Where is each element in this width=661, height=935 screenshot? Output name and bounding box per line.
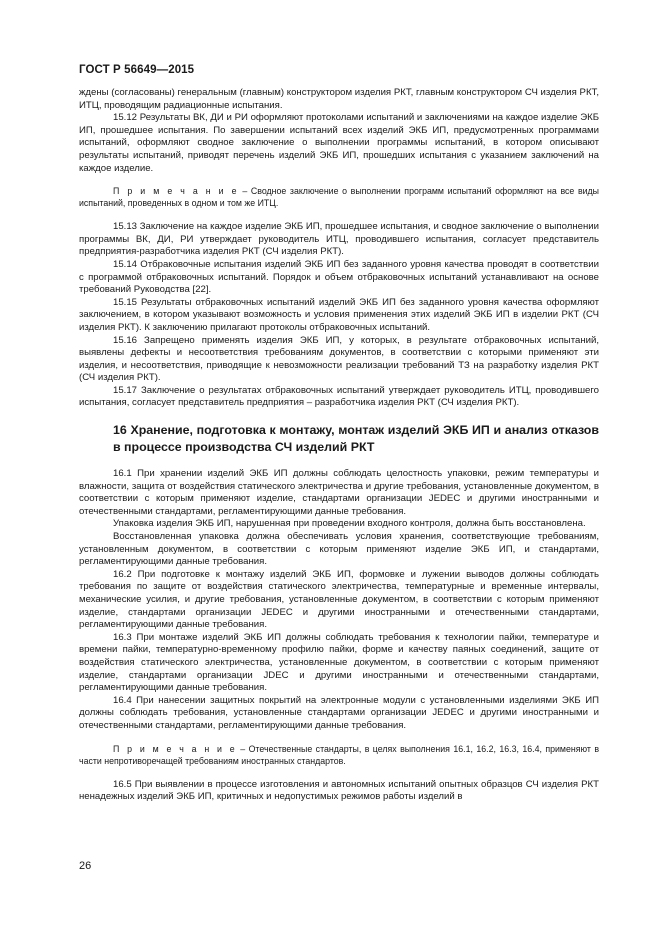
document-code: ГОСТ Р 56649—2015 <box>79 64 195 76</box>
note-16 <box>79 743 599 767</box>
page-content <box>79 87 599 804</box>
paragraph-16-4: 16.4 При нанесении защитных покрытий на электронные модули с установленными изделиями ЭКБ ИП должны соблюдать требования, установленные стандартами организации JEDEC и другими иностранными и отечественными стандартами, регламентирующими данные требования. <box>79 694 599 731</box>
note-label: П р и м е ч а н и е <box>113 743 237 754</box>
paragraph-16-1-packaging: Упаковка изделия ЭКБ ИП, нарушенная при проведении входного контроля, должна быть восстановлена. <box>113 518 586 530</box>
paragraph-16-1: 16.1 При хранении изделий ЭКБ ИП должны соблюдать целостность упаковки, режим температуры и влажности, защита от воздействия статического электричества и другие требования, установленные документом, в соответствии с которым применяют изделие, стандартами организации JEDEC и другими иностранными и отечественными стандартами, регламентирующими данные требования. <box>79 468 599 517</box>
note-text: – Сводное заключение о выполнении программ испытаний оформляют на все виды испытаний, проведенных в одном и том же ИТЦ. <box>79 186 599 209</box>
paragraph-15-14: 15.14 Отбраковочные испытания изделий ЭКБ ИП без заданного уровня качества проводят в соответствии с программой отбраковочных испытаний. Порядок и объем отбраковочных испытаний устанавливают на основе требований Руководства [22]. <box>79 258 599 296</box>
paragraph-15-13: 15.13 Заключение на каждое изделие ЭКБ ИП, прошедшее испытания, и сводное заключение о выполнении программы ВК, ДИ, РИ утверждает руководитель ИТЦ, проводившего испытания, согласует представитель предприятия-разработчика изделия РКТ (СЧ изделия РКТ). <box>79 221 599 258</box>
section-16-title: 16 Хранение, подготовка к монтажу, монтаж изделий ЭКБ ИП и анализ отказов в процессе производства СЧ изделий РКТ <box>113 423 599 455</box>
note-label: П р и м е ч а н и е <box>113 186 239 197</box>
paragraph-15-15: 15.15 Результаты отбраковочных испытаний изделий ЭКБ ИП без заданного уровня качества оформляют заключением, в котором указывают возможность и условия применения этих изделий ЭКБ ИП в изделии РКТ (СЧ изделия РКТ). К заключению прилагают протоколы отбраковочных испытаний. <box>79 296 599 333</box>
note-15 <box>79 185 599 209</box>
paragraph-16-3: 16.3 При монтаже изделий ЭКБ ИП должны соблюдать требования к технологии пайки, температуре и времени пайки, температурно-временному профилю пайки, форме и качеству паяных соединений, защите от воздействия статического электричества, установленные документом, в соответствии с которым применяют изделие, стандартами организации JDEC и другими иностранными и отечественными стандартами, регламентирующими данные требования. <box>79 631 599 694</box>
paragraph-16-1-restored: Восстановленная упаковка должна обеспечивать условия хранения, соответствующие требованиям, установленным документом, в соответствии с которым применяют изделие ЭКБ ИП, и стандартами, регламентирующими данные требования. <box>79 531 599 568</box>
paragraph-continued: ждены (согласованы) генеральным (главным) конструктором изделия РКТ, главным конструктором СЧ изделия РКТ, ИТЦ, проводящим радиационные испытания. <box>79 87 599 111</box>
paragraph-16-2: 16.2 При подготовке к монтажу изделий ЭКБ ИП, формовке и лужении выводов должны соблюдать требования по защите от воздействия статического электричества, температурные и временные интервалы, механические усилия, и другие требования, установленные документом, в соответствии с которым применяют изделие, стандартами организации JEDEC и другими иностранными и отечественными стандартами, регламентирующими данные требования. <box>79 568 599 631</box>
paragraph-16-5: 16.5 При выявлении в процессе изготовления и автономных испытаний опытных образцов СЧ изделия РКТ ненадежных изделий ЭКБ ИП, критичных и недопустимых режимов работы изделий в <box>79 778 599 803</box>
paragraph-15-12: 15.12 Результаты ВК, ДИ и РИ оформляют протоколами испытаний и заключениями на каждое изделие ЭКБ ИП, прошедшее испытания. По завершении испытаний всех изделий ЭКБ ИП, предусмотренных программами испытаний, оформляют сводное заключение о выполнении программы испытаний, в котором описывают результаты испытаний, приводят перечень изделий ЭКБ ИП, прошедших испытания с указанием заключений на каждое изделие. <box>79 112 599 174</box>
page-number: 26 <box>79 860 92 872</box>
paragraph-15-16: 15.16 Запрещено применять изделия ЭКБ ИП, у которых, в результате отбраковочных испытаний, выявлены дефекты и несоответствия требованиям документов, в соответствии с которыми применяют эти изделия, и несоответствия, приводящие к невозможности реализации требований ТЗ на разработку изделия РКТ (СЧ изделия РКТ). <box>79 334 599 384</box>
note-text: – Отечественные стандарты, в целях выполнения 16.1, 16.2, 16.3, 16.4, применяют в части непротиворечащей требованиям иностранных стандартов. <box>79 743 599 766</box>
paragraph-15-17: 15.17 Заключение о результатах отбраковочных испытаний утверждает руководитель ИТЦ, проводившего испытания, согласует представитель предприятия – разработчика изделия РКТ (СЧ изделия РКТ). <box>79 384 599 409</box>
